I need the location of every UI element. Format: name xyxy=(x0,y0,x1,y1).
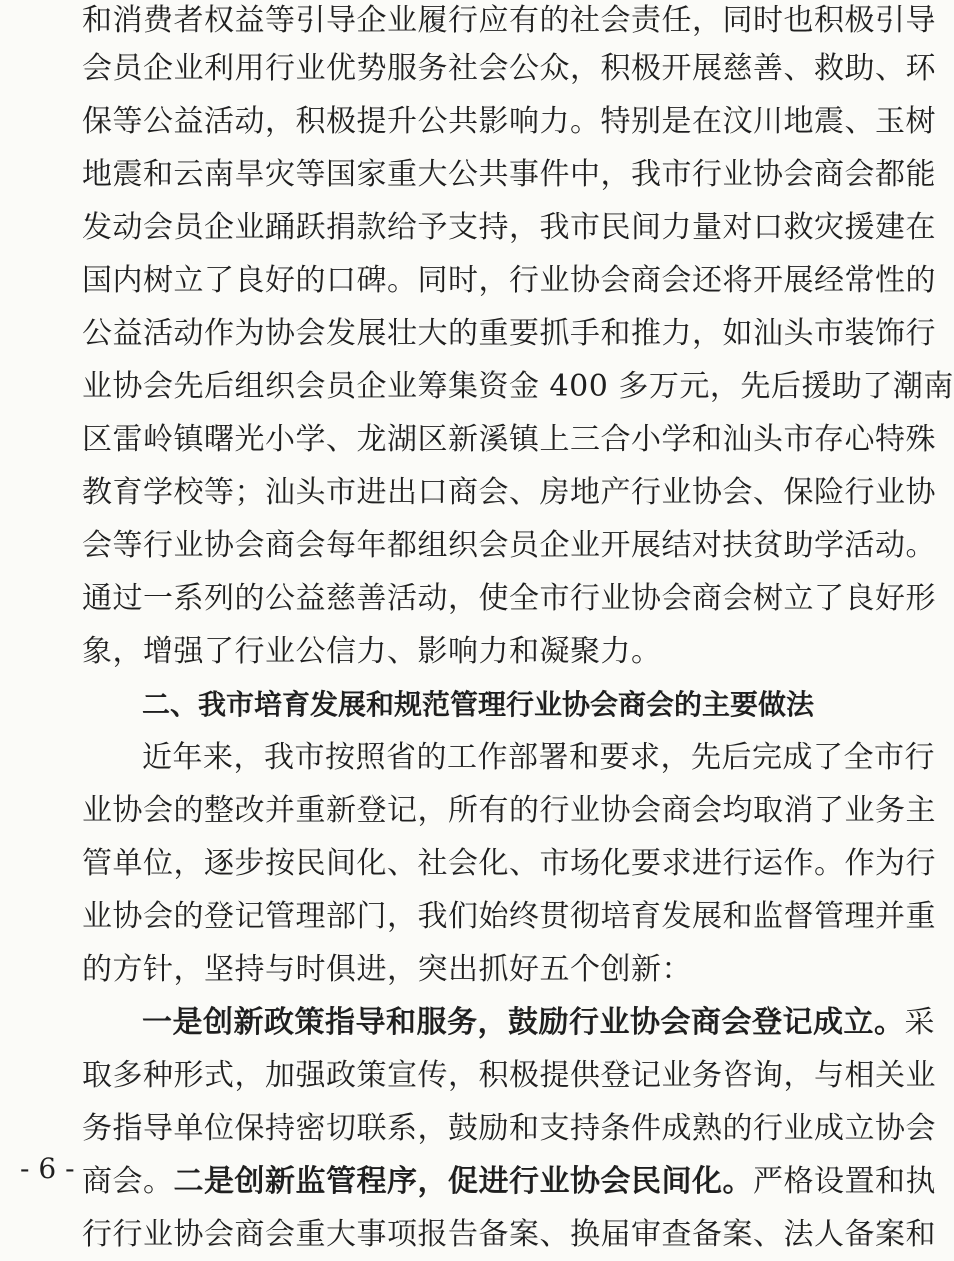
text-line xyxy=(82,572,936,625)
text-line xyxy=(82,201,936,254)
text-run: 商会。 xyxy=(82,1164,174,1199)
text-line xyxy=(82,42,936,95)
section-heading xyxy=(82,678,815,731)
text-line xyxy=(82,625,772,678)
text-line xyxy=(82,254,936,307)
page-number: - 6 - xyxy=(20,1152,75,1185)
text-line xyxy=(82,731,935,784)
text-run: 二、我市培育发展和规范管理行业协会商会的主要做法 xyxy=(142,688,815,721)
text-run: 取多种形式，加强政策宣传，积极提供登记业务咨询，与相关业 xyxy=(82,1058,936,1093)
text-run: 保等公益活动，积极提升公共影响力。特别是在汶川地震、玉树 xyxy=(82,104,936,139)
text-line xyxy=(82,413,936,466)
text-run: 发动会员企业踊跃捐款给予支持，我市民间力量对口救灾援建在 xyxy=(82,210,936,245)
bold-text-run: 二是创新监管程序，促进行业协会民间化。 xyxy=(173,1164,753,1199)
text-run: 国内树立了良好的口碑。同时，行业协会商会还将开展经常性的 xyxy=(82,263,936,298)
text-run: 教育学校等；汕头市进出口商会、房地产行业协会、保险行业协 xyxy=(82,475,936,510)
text-line xyxy=(82,360,954,413)
text-run: 公益活动作为协会发展壮大的重要抓手和推力，如汕头市装饰行 xyxy=(82,316,936,351)
text-line xyxy=(82,466,936,519)
document-body xyxy=(82,0,954,1261)
text-line xyxy=(82,784,936,837)
text-line xyxy=(82,1155,936,1208)
text-run: 行行业协会商会重大事项报告备案、换届审查备案、法人备案和 xyxy=(82,1217,936,1252)
text-run: 通过一系列的公益慈善活动，使全市行业协会商会树立了良好形 xyxy=(82,581,936,616)
text-line xyxy=(82,95,936,148)
text-run: 的方针，坚持与时俱进，突出抓好五个创新： xyxy=(82,952,692,987)
text-run: 业协会的登记管理部门，我们始终贯彻培育发展和监督管理并重 xyxy=(82,899,936,934)
text-run: 会员企业利用行业优势服务社会公众，积极开展慈善、救助、环 xyxy=(82,51,936,86)
bold-text-run: 一是创新政策指导和服务，鼓励行业协会商会登记成立。 xyxy=(142,1005,905,1040)
text-line xyxy=(82,148,936,201)
text-run: 严格设置和执 xyxy=(753,1164,936,1199)
text-line xyxy=(82,1208,936,1261)
text-line xyxy=(82,996,935,1049)
text-run: 象，增强了行业公信力、影响力和凝聚力。 xyxy=(82,634,662,669)
text-run: 管单位，逐步按民间化、社会化、市场化要求进行运作。作为行 xyxy=(82,846,936,881)
text-line xyxy=(82,307,936,360)
text-run: 区雷岭镇曙光小学、龙湖区新溪镇上三合小学和汕头市存心特殊 xyxy=(82,422,936,457)
text-run: 和消费者权益等引导企业履行应有的社会责任，同时也积极引导 xyxy=(82,3,936,38)
text-line xyxy=(82,0,936,42)
text-run: 业协会的整改并重新登记，所有的行业协会商会均取消了业务主 xyxy=(82,793,936,828)
text-line xyxy=(82,1049,936,1102)
text-run: 会等行业协会商会每年都组织会员企业开展结对扶贫助学活动。 xyxy=(82,528,936,563)
text-line xyxy=(82,943,772,996)
text-line xyxy=(82,837,936,890)
text-run: 业协会先后组织会员企业筹集资金 400 多万元，先后援助了潮南 xyxy=(82,369,954,404)
text-run: 务指导单位保持密切联系，鼓励和支持条件成熟的行业成立协会 xyxy=(82,1111,936,1146)
text-line xyxy=(82,890,936,943)
text-run: 地震和云南旱灾等国家重大公共事件中，我市行业协会商会都能 xyxy=(82,157,936,192)
text-run: 近年来，我市按照省的工作部署和要求，先后完成了全市行 xyxy=(142,740,935,775)
text-line xyxy=(82,519,936,572)
text-run: 采 xyxy=(904,1005,935,1040)
text-line xyxy=(82,1102,936,1155)
